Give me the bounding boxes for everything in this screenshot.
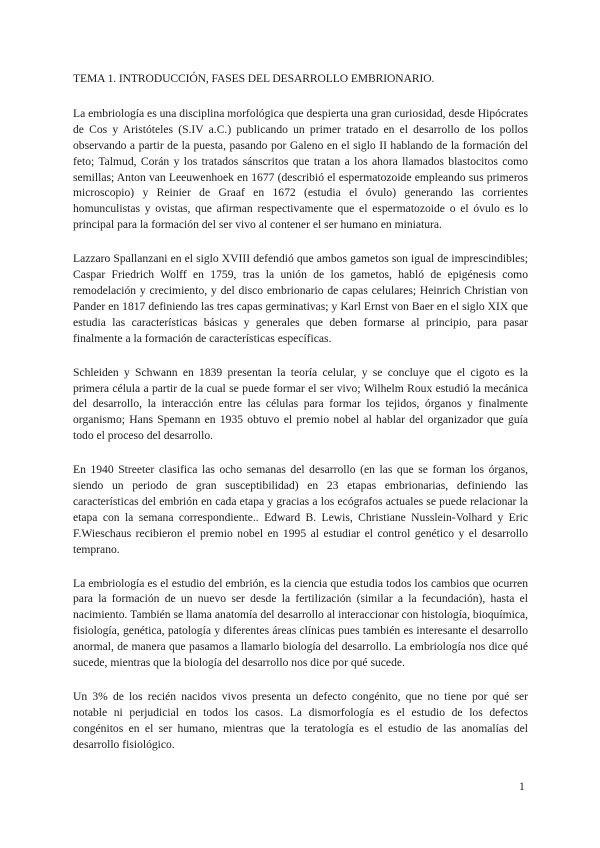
paragraph-streeter-stages: En 1940 Streeter clasifica las ocho semanas del desarrollo (en las que se forman los órganos, siendo un periodo de gran susceptibilidad) en 23 etapas embrionarias, definiendo las características del embrión en cada etapa y gracias a los ecógrafos actuales se puede relacionar la etapa con la semana correspondiente.. Edward B. Lewis, Christiane Nusslein-Volhard y Eric F.Wieschaus recibieron el premio nobel en 1995 al estudiar el control genético y el desarrollo temprano. (73, 463, 528, 556)
page-number: 1 (519, 780, 525, 793)
paragraph-cell-theory: Schleiden y Schwann en 1839 presentan la teoría celular, y se concluye que el cigoto es la primera célula a partir de la cual se puede formar el ser vivo; Wilhelm Roux estudió la mecánica del desarrollo, la interacción entre las células para formar los tejidos, órganos y finalmente organismo; Hans Spemann en 1935 obtuvo el premio nobel al hablar del organizador que guía todo el proceso del desarrollo. (73, 365, 528, 443)
paragraph-history-18th-19th: Lazzaro Spallanzani en el siglo XVIII defendió que ambos gametos son igual de imprescindibles; Caspar Friedrich Wolff en 1759, tras la unión de los gametos, habló de epigénesis como remodelación y crecimiento, y del disco embrionario de capas celulares; Heinrich Christian von Pander en 1817 definiendo las tres capas germinativas; y Karl Ernst von Baer en el siglo XIX que estudia las características básicas y generales que deben formarse al principio, para pasar finalmente a la formación de características específicas. (73, 252, 528, 345)
document-title: TEMA 1. INTRODUCCIÓN, FASES DEL DESARROLLO EMBRIONARIO. (73, 72, 435, 85)
document-body (73, 71, 528, 771)
paragraph-embryology-definition: La embriología es el estudio del embrión, es la ciencia que estudia todos los cambios que ocurren para la formación de un nuevo ser desde la fertilización (similar a la fecundación), hasta el nacimiento. También se llama anatomía del desarrollo al interaccionar con histología, bioquímica, fisiología, genética, patología y diferentes áreas clínicas pues también es interesante el desarrollo anormal, de manera que pasamos a llamarlo biología del desarrollo. La embriología nos dice qué sucede, mientras que la biología del desarrollo nos dice por qué sucede. (73, 576, 528, 670)
paragraph-congenital-defects: Un 3% de los recién nacidos vivos presenta un defecto congénito, que no tiene por qué ser notable ni perjudicial en todos los casos. La dismorfología es el estudio de los defectos congénitos en el ser humano, mientras que la teratología es el estudio de las anomalías del desarrollo fisiológico. (73, 690, 528, 751)
paragraph-history-early: La embriología es una disciplina morfológica que despierta una gran curiosidad, desde Hipócrates de Cos y Aristóteles (S.IV a.C.) publicando un primer tratado en el desarrollo de los pollos observando a partir de la puesta, pasando por Galeno en el siglo II hablando de la formación del feto; Talmud, Corán y los tratados sánscritos que tratan a los ahora llamados blastocitos como semillas; Anton van Leeuwenhoek en 1677 (describió el espermatozoide empleando sus primeros microscopio) y Reinier de Graaf en 1672 (estudia el óvulo) generando las corrientes homunculistas y ovistas, que afirman respectivamente que el espermatozoide o el óvulo es lo principal para la formación del ser vivo al contener el ser humano en miniatura. (73, 106, 528, 232)
